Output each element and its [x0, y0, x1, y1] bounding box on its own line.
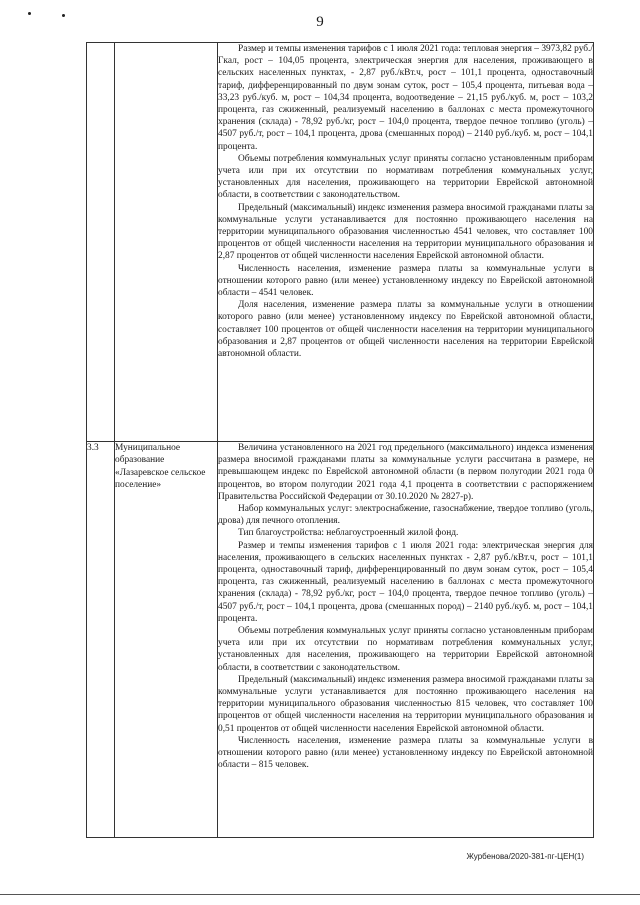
paragraph: Численность населения, изменение размера платы за коммунальные услуги в отношении которого равно (или менее) установленному индексу по Еврейской автономной области – 4541 человек. — [218, 263, 593, 299]
paragraph: Предельный (максимальный) индекс изменения размера вносимой гражданами платы за коммунальные услуги устанавливается для постоянно проживающего населения на территории муниципального образования численностью 815 человек, что составляет 100 процентов от общей численности населения на территории муниципального образования и 0,51 процентов от общей численности населения Еврейской автономной области. — [218, 674, 593, 734]
document-code: Журбенова/2020-381-пг-ЦЕН(1) — [466, 852, 584, 861]
row-number-cell — [87, 43, 115, 442]
paragraph: Величина установленного на 2021 год предельного (максимального) индекса изменения размера вносимой гражданами платы за коммунальные услуги рассчитана в размере, не превышающем индекс по Еврейской автономной области (в первом полугодии 2021 года 0 процентов, во втором полугодии 2021 года 4,1 процента в соответствии с распоряжением Правительства Российской Федерации от 30.10.2020 № 2827-р). — [218, 443, 593, 502]
paragraph: Набор коммунальных услуг: электроснабжение, газоснабжение, твердое топливо (уголь, дрова) для печного отопления. — [218, 504, 593, 527]
paragraph: Объемы потребления коммунальных услуг приняты согласно установленным приборам учета или при их отсутствии по нормативам потребления коммунальных услуг, установленных для населения, проживающего на территории Еврейской автономной области, в соответствии с законодательством. — [218, 153, 593, 201]
description-cell — [218, 43, 594, 442]
row-number-cell: 3.3 — [87, 442, 115, 838]
description-cell — [218, 442, 594, 838]
paragraph: Объемы потребления коммунальных услуг приняты согласно установленным приборам учета или при их отсутствии по нормативам потребления коммунальных услуг, установленных для населения, проживающего на территории Еврейской автономной области, в соответствии с законодательством. — [218, 626, 593, 673]
table-row — [87, 43, 594, 442]
paragraph: Численность населения, изменение размера платы за коммунальные услуги в отношении которого равно (или менее) установленному индексу по Еврейской автономной области – 815 человек. — [218, 735, 593, 771]
paragraph: Доля населения, изменение размера платы за коммунальные услуги в отношении которого равно (или менее) установленному индексу по Еврейской автономной области, составляет 100 процентов от общей численности населения на территории муниципального образования и 2,87 процентов от общей численности населения на территории Еврейской автономной области. — [218, 300, 593, 360]
paragraph: Размер и темпы изменения тарифов с 1 июля 2021 года: тепловая энергия – 3973,82 руб./Гкал, рост – 104,05 процента, электрическая энергия для населения, проживающего в сельских населенных пунктах, - 2,87 руб./кВт.ч, рост – 101,1 процента, одноставочный тариф, дифференцированный по двум зонам суток, рост – 105,4 процента, питьевая вода – 33,23 руб./куб. м, рост – 104,34 процента, водоотведение – 21,15 руб./куб. м, рост – 103,2 процента, газ сжиженный, реализуемый населению в баллонах с места промежуточного хранения (склада) - 78,92 руб./кг, рост – 104,0 процента, твердое печное топливо (уголь) – 4507 руб./т, рост – 104,1 процента, дрова (смешанных пород) – 2140 руб./куб. м, рост – 104,1 процента. — [218, 44, 593, 152]
municipality-name-cell: Муниципальное образование «Лазаревское сельское поселение» — [115, 442, 218, 838]
bottom-divider — [0, 894, 640, 895]
municipality-name-cell — [115, 43, 218, 442]
paragraph: Тип благоустройства: неблагоустроенный жилой фонд. — [238, 528, 459, 539]
paragraph: Предельный (максимальный) индекс изменения размера вносимой гражданами платы за коммунальные услуги устанавливается для постоянно проживающего населения на территории муниципального образования численностью 4541 человек, что составляет 100 процентов от общей численности населения на территории муниципального образования и 2,87 процентов от общей численности населения Еврейской автономной области. — [218, 202, 593, 262]
table-row — [87, 442, 594, 838]
document-table — [86, 42, 594, 838]
paragraph: Размер и темпы изменения тарифов с 1 июля 2021 года: электрическая энергия для населения, проживающего в сельских населенных пунктах - 2,87 руб./кВт.ч, рост – 101,1 процента, одноставочный тариф, дифференцированный по двум зонам суток, рост – 105,4 процента, газ сжиженный, реализуемый населению в баллонах с места промежуточного хранения (склада) - 78,92 руб./кг, рост – 104,0 процента, твердое печное топливо (уголь) – 4507 руб./т, рост – 104,1 процента, дрова (смешанных пород) – 2140 руб./куб. м, рост – 104,1 процента. — [218, 540, 593, 624]
page-number: 9 — [316, 14, 324, 30]
